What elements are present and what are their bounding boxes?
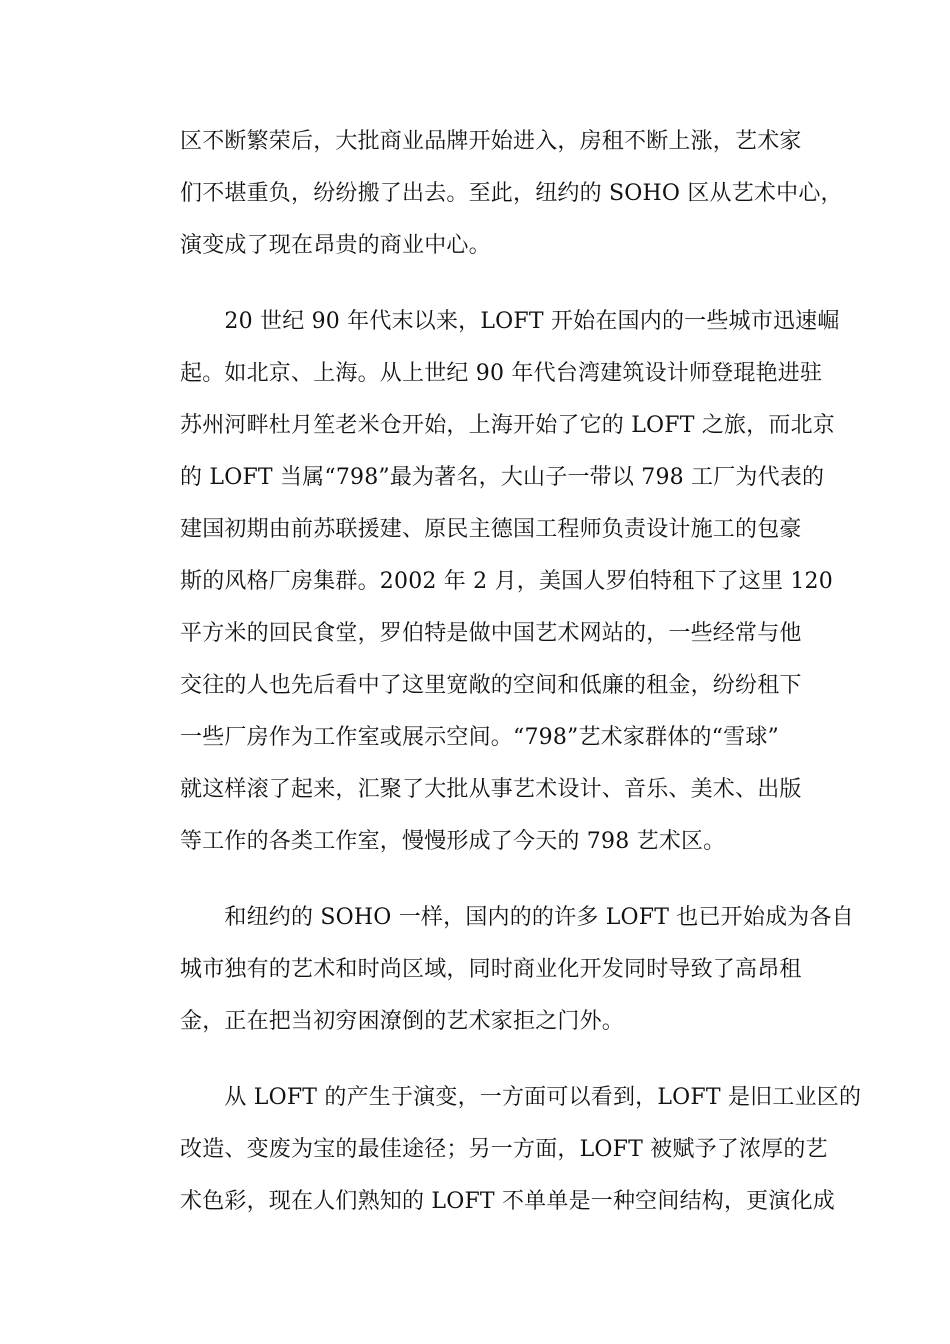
- paragraph-spacer: [180, 272, 820, 296]
- paragraph: [180, 296, 840, 868]
- paragraph-spacer: [180, 868, 820, 892]
- text-line: 起。如北京、上海。从上世纪 90 年代台湾建筑设计师登琨艳进驻: [180, 361, 823, 386]
- text-line: 一些厂房作为工作室或展示空间。“798”艺术家群体的“雪球”: [180, 725, 779, 750]
- paragraph: [180, 116, 843, 272]
- paragraph: [180, 892, 854, 1048]
- text-line: 20 世纪 90 年代末以来，LOFT 开始在国内的一些城市迅速崛: [180, 309, 840, 334]
- text-line: 等工作的各类工作室，慢慢形成了今天的 798 艺术区。: [180, 829, 726, 854]
- text-line: 们不堪重负，纷纷搬了出去。至此，纽约的 SOHO 区从艺术中心，: [180, 181, 843, 206]
- text-line: 金，正在把当初穷困潦倒的艺术家拒之门外。: [180, 1009, 625, 1034]
- text-line: 城市独有的艺术和时尚区域，同时商业化开发同时导致了高昂租: [180, 957, 802, 982]
- text-line: 演变成了现在昂贵的商业中心。: [180, 233, 491, 258]
- paragraph: [180, 1072, 862, 1228]
- paragraph-spacer: [180, 1048, 820, 1072]
- text-line: 术色彩，现在人们熟知的 LOFT 不单单是一种空间结构，更演化成: [180, 1189, 835, 1214]
- text-line: 和纽约的 SOHO 一样，国内的的许多 LOFT 也已开始成为各自: [180, 905, 854, 930]
- text-line: 斯的风格厂房集群。2002 年 2 月，美国人罗伯特租下了这里 120: [180, 569, 833, 594]
- text-line: 平方米的回民食堂，罗伯特是做中国艺术网站的，一些经常与他: [180, 621, 802, 646]
- text-line: 的 LOFT 当属“798”最为著名，大山子一带以 798 工厂为代表的: [180, 465, 825, 490]
- text-line: 从 LOFT 的产生于演变，一方面可以看到，LOFT 是旧工业区的: [180, 1085, 862, 1110]
- text-line: 交往的人也先后看中了这里宽敞的空间和低廉的租金，纷纷租下: [180, 673, 802, 698]
- text-line: 建国初期由前苏联援建、原民主德国工程师负责设计施工的包豪: [180, 517, 802, 542]
- text-line: 改造、变废为宝的最佳途径；另一方面，LOFT 被赋予了浓厚的艺: [180, 1137, 828, 1162]
- text-line: 区不断繁荣后，大批商业品牌开始进入，房租不断上涨，艺术家: [180, 129, 802, 154]
- body-text: [180, 116, 862, 1228]
- text-line: 苏州河畔杜月笙老米仓开始，上海开始了它的 LOFT 之旅，而北京: [180, 413, 835, 438]
- text-line: 就这样滚了起来，汇聚了大批从事艺术设计、音乐、美术、出版: [180, 777, 802, 802]
